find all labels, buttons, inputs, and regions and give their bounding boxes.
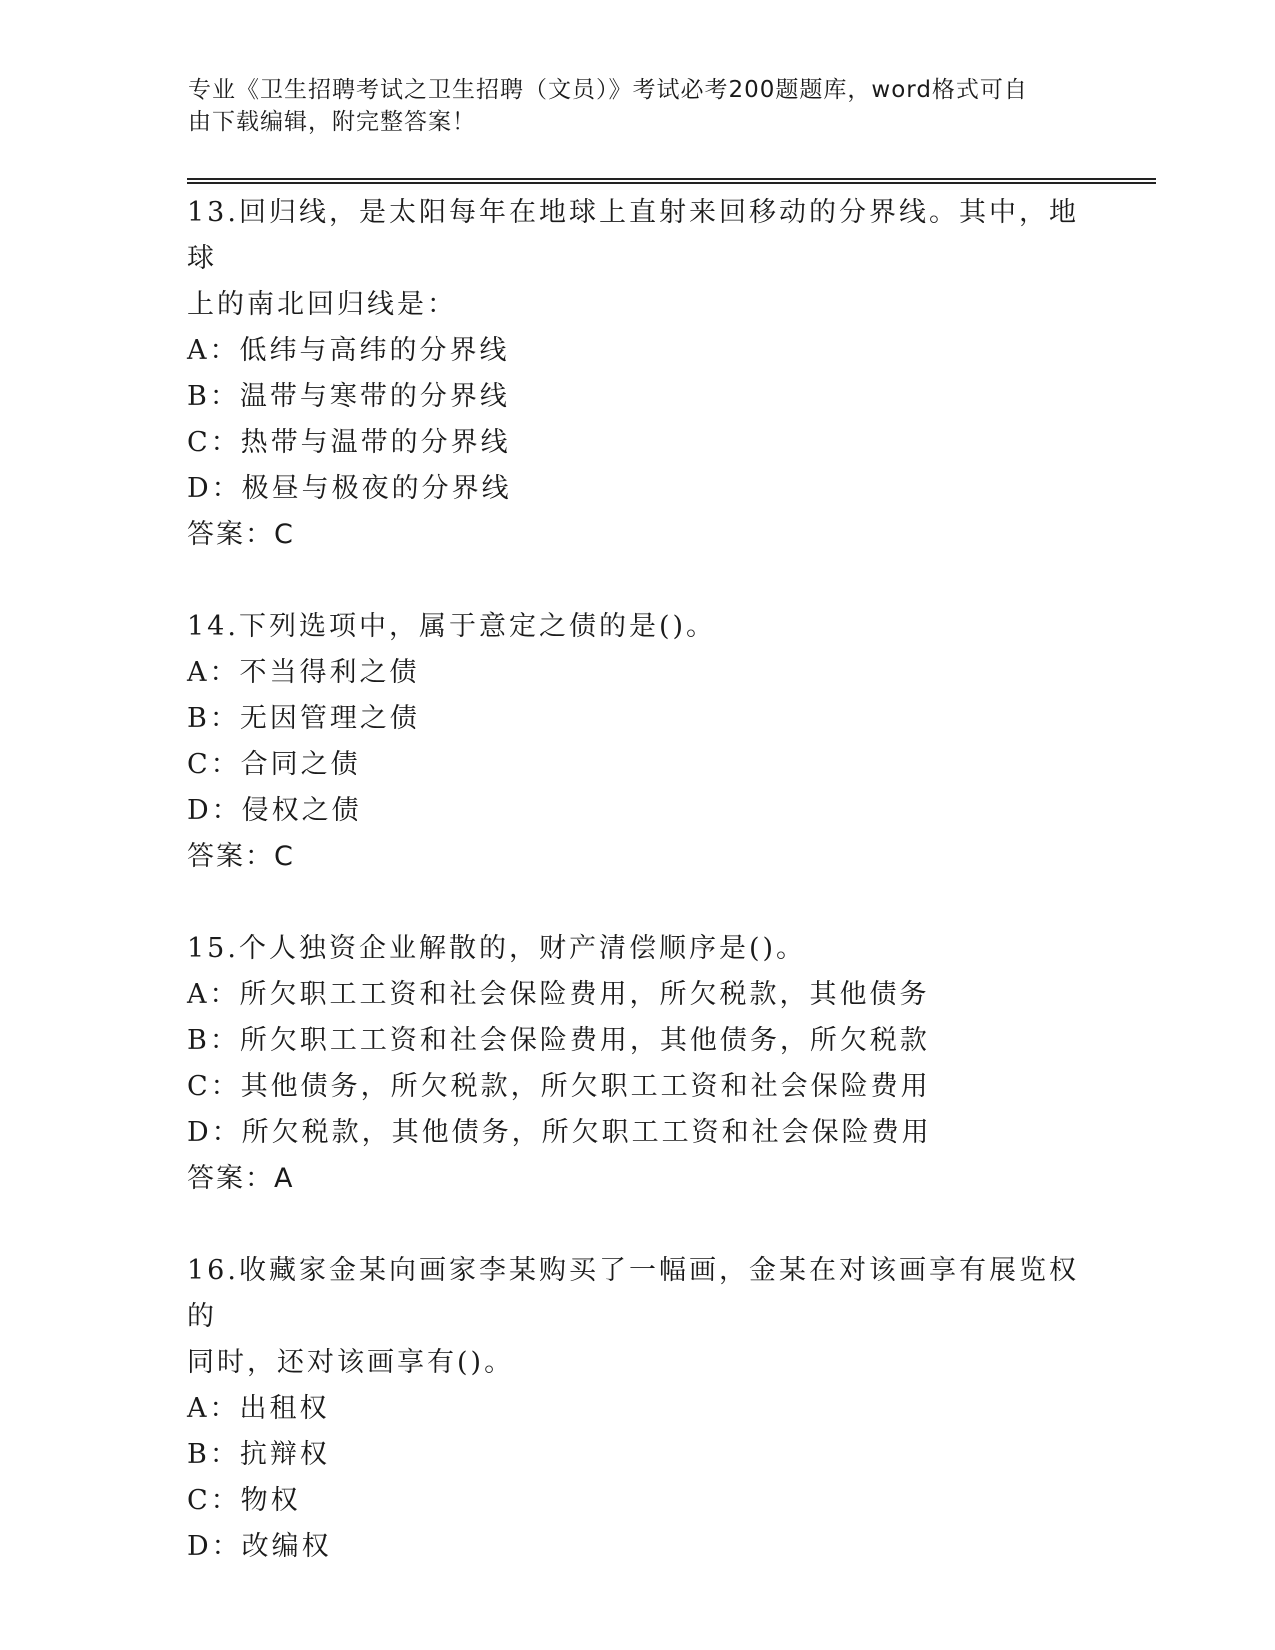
- header-line-2: 由下载编辑，附完整答案！: [188, 109, 476, 135]
- question-spacer: [187, 558, 1087, 604]
- question-stem: 13.回归线，是太阳每年在地球上直射来回移动的分界线。其中，地球: [187, 197, 1079, 274]
- option-b: B：抗辩权: [187, 1439, 330, 1470]
- option-d: D：极昼与极夜的分界线: [187, 473, 512, 504]
- question-stem: 15.个人独资企业解散的，财产清偿顺序是()。: [187, 933, 807, 964]
- question-stem: 16.收藏家金某向画家李某购买了一幅画，金某在对该画享有展览权的: [187, 1255, 1079, 1332]
- question-spacer: [187, 1202, 1087, 1248]
- question-stem-continued: 上的南北回归线是：: [187, 289, 457, 320]
- option-b: B：无因管理之债: [187, 703, 420, 734]
- option-c: C：物权: [187, 1485, 301, 1516]
- question-14: [187, 604, 1087, 880]
- question-spacer: [187, 880, 1087, 926]
- option-a: A：不当得利之债: [187, 657, 420, 688]
- header-divider-top: [187, 178, 1156, 180]
- header-divider-bottom: [187, 182, 1156, 184]
- question-stem: 14.下列选项中，属于意定之债的是()。: [187, 611, 717, 642]
- option-b: B：所欠职工工资和社会保险费用，其他债务，所欠税款: [187, 1025, 930, 1056]
- option-c: C：其他债务，所欠税款，所欠职工工资和社会保险费用: [187, 1071, 931, 1102]
- option-c: C：合同之债: [187, 749, 361, 780]
- question-list: [187, 190, 1087, 1570]
- option-a: A：出租权: [187, 1393, 330, 1424]
- question-13: [187, 190, 1087, 558]
- option-b: B：温带与寒带的分界线: [187, 381, 510, 412]
- answer: 答案：C: [187, 841, 295, 872]
- header-line-1: 专业《卫生招聘考试之卫生招聘（文员）》考试必考200题题库，word格式可自: [188, 77, 1028, 103]
- answer: 答案：C: [187, 519, 295, 550]
- question-stem-continued: 同时，还对该画享有()。: [187, 1347, 515, 1378]
- question-16: [187, 1248, 1087, 1570]
- option-c: C：热带与温带的分界线: [187, 427, 511, 458]
- question-15: [187, 926, 1087, 1202]
- option-a: A：低纬与高纬的分界线: [187, 335, 510, 366]
- option-a: A：所欠职工工资和社会保险费用，所欠税款，其他债务: [187, 979, 930, 1010]
- option-d: D：改编权: [187, 1531, 332, 1562]
- option-d: D：所欠税款，其他债务，所欠职工工资和社会保险费用: [187, 1117, 932, 1148]
- document-header: [188, 74, 1068, 138]
- option-d: D：侵权之债: [187, 795, 362, 826]
- answer: 答案：A: [187, 1163, 295, 1194]
